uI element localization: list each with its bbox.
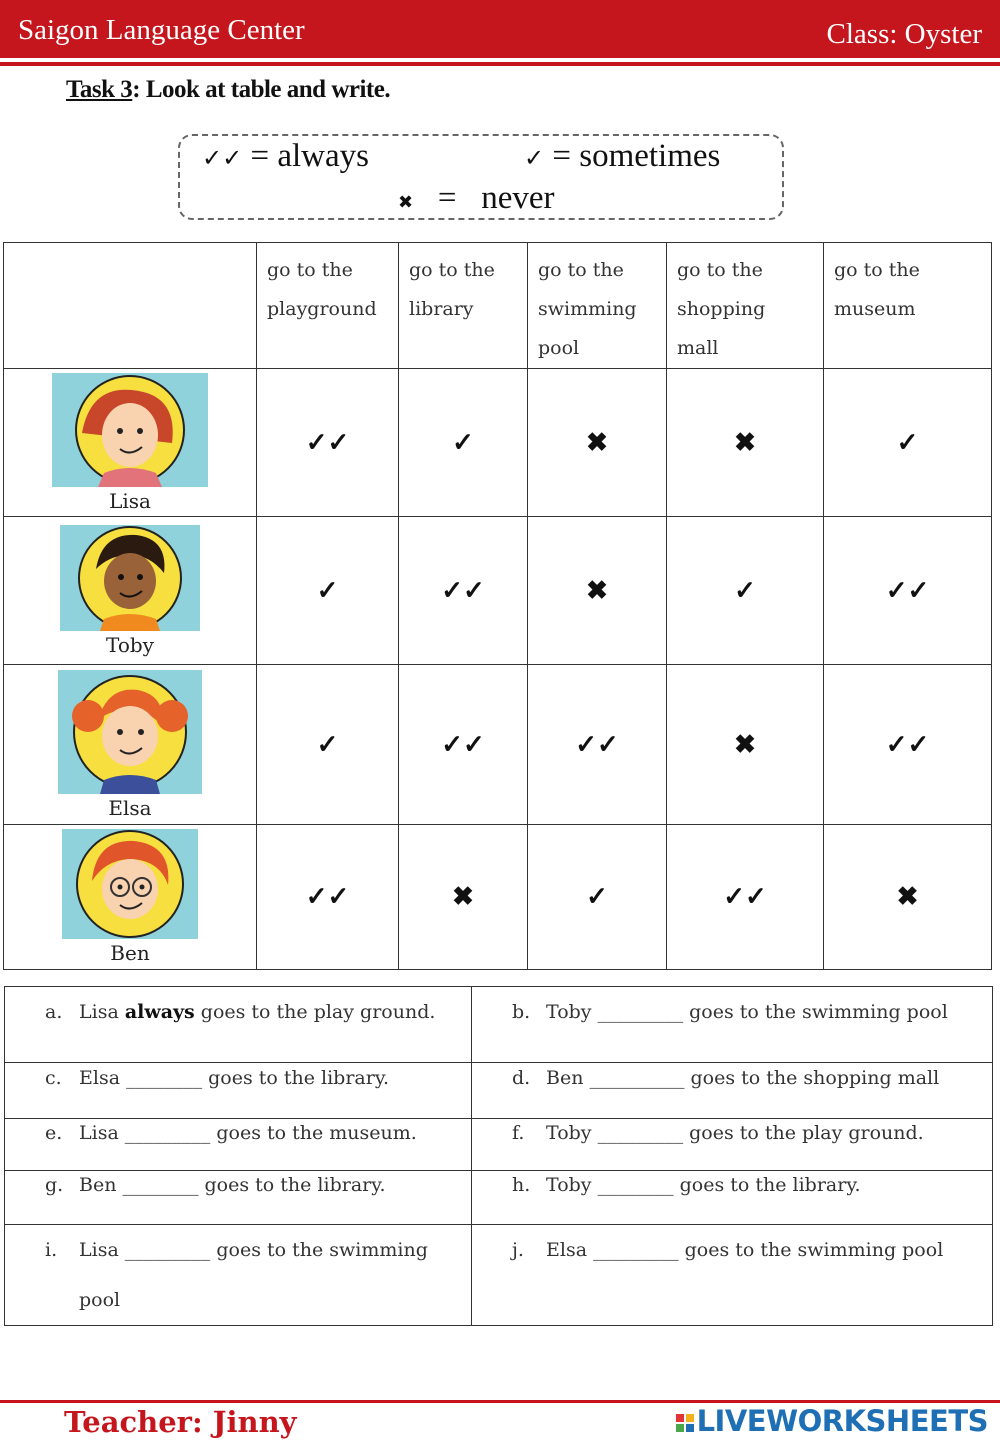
column-header: go to the museum xyxy=(824,243,992,369)
answer-text: Toby _________ goes to the play ground. xyxy=(546,1122,924,1144)
answer-text: Elsa _________ goes to the swimming pool xyxy=(546,1239,944,1261)
cross-icon: ✖ xyxy=(398,192,414,213)
mark-cell: ✓ xyxy=(257,665,399,825)
column-header: go to the shopping mall xyxy=(667,243,824,369)
column-header: go to the swimming pool xyxy=(528,243,667,369)
legend-never xyxy=(398,180,555,217)
elsa-portrait xyxy=(58,670,202,794)
item-label: g. xyxy=(45,1174,64,1196)
answer-text: Ben __________ goes to the shopping mall xyxy=(546,1067,940,1089)
mark-cell: ✖ xyxy=(528,517,667,665)
answer-text: Lisa _________ goes to the swimming xyxy=(79,1239,428,1261)
mark-cell: ✓✓ xyxy=(399,665,528,825)
kid-cell-toby xyxy=(4,517,257,665)
check-icon: ✓ xyxy=(524,144,545,172)
answer-text: goes to the play ground. xyxy=(194,1001,436,1023)
answer-cell-j[interactable] xyxy=(472,1225,993,1326)
footer-divider xyxy=(0,1400,1000,1403)
mark-cell: ✓✓ xyxy=(257,825,399,970)
double-check-icon: ✓✓ xyxy=(202,144,243,172)
mark-cell: ✓✓ xyxy=(824,665,992,825)
answer-text: Toby ________ goes to the library. xyxy=(546,1174,861,1196)
answer-text: pool xyxy=(79,1289,121,1311)
task-number: Task 3 xyxy=(66,76,133,103)
answer-text: Toby _________ goes to the swimming pool xyxy=(546,1001,948,1023)
column-header: go to the playground xyxy=(257,243,399,369)
mark-cell: ✓✓ xyxy=(399,517,528,665)
kid-cell-lisa xyxy=(4,369,257,517)
lisa-portrait xyxy=(52,373,208,487)
item-label: d. xyxy=(512,1067,531,1089)
mark-cell: ✓ xyxy=(667,517,824,665)
legend-always xyxy=(202,138,369,175)
answer-cell-f[interactable] xyxy=(472,1119,993,1171)
answer-row xyxy=(5,1171,993,1225)
school-name: Saigon Language Center xyxy=(18,14,305,46)
legend-sometimes xyxy=(524,138,720,175)
header-divider xyxy=(0,62,1000,66)
legend-always-text: = always xyxy=(250,138,369,174)
task-instruction: : Look at table and write. xyxy=(132,76,391,103)
item-label: e. xyxy=(45,1122,63,1144)
legend-never-text: never xyxy=(481,180,555,216)
answer-text: Elsa ________ goes to the library. xyxy=(79,1067,390,1089)
item-label: f. xyxy=(512,1122,525,1144)
answer-cell-b[interactable] xyxy=(472,987,993,1063)
table-header-row xyxy=(4,243,992,369)
answer-example-word: always xyxy=(124,1001,195,1023)
kid-name: Toby xyxy=(106,632,154,657)
answer-text: Lisa _________ goes to the museum. xyxy=(79,1122,417,1144)
kid-name: Ben xyxy=(110,941,150,965)
class-label: Class: Oyster xyxy=(826,18,982,50)
kid-cell-ben xyxy=(4,825,257,970)
mark-cell: ✓ xyxy=(257,517,399,665)
kid-cell-elsa xyxy=(4,665,257,825)
mark-cell: ✓✓ xyxy=(257,369,399,517)
ben-portrait xyxy=(62,829,198,939)
answer-cell-h[interactable] xyxy=(472,1171,993,1225)
teacher-name: Teacher: Jinny xyxy=(64,1405,297,1439)
mark-cell: ✓✓ xyxy=(667,825,824,970)
column-header: go to the library xyxy=(399,243,528,369)
answer-row xyxy=(5,1063,993,1119)
legend-box xyxy=(178,134,784,220)
answer-row xyxy=(5,987,993,1063)
item-label: i. xyxy=(45,1239,58,1261)
mark-cell: ✓ xyxy=(399,369,528,517)
mark-cell: ✖ xyxy=(667,369,824,517)
corner-cell xyxy=(4,243,257,369)
answer-text: Ben ________ goes to the library. xyxy=(79,1174,386,1196)
answer-cell-g[interactable] xyxy=(5,1171,472,1225)
table-row xyxy=(4,369,992,517)
mark-cell: ✓ xyxy=(528,825,667,970)
answer-row xyxy=(5,1225,993,1326)
item-label: c. xyxy=(45,1067,62,1089)
mark-cell: ✖ xyxy=(824,825,992,970)
mark-cell: ✓ xyxy=(824,369,992,517)
table-row xyxy=(4,665,992,825)
item-label: j. xyxy=(512,1239,524,1261)
mark-cell: ✓✓ xyxy=(824,517,992,665)
legend-never-equals: = xyxy=(437,180,457,216)
answer-cell-i[interactable] xyxy=(5,1225,472,1326)
mark-cell: ✓✓ xyxy=(528,665,667,825)
answer-cell-c[interactable] xyxy=(5,1063,472,1119)
table-row xyxy=(4,825,992,970)
toby-portrait xyxy=(60,525,200,631)
activity-table xyxy=(3,242,992,970)
table-row xyxy=(4,517,992,665)
item-label: b. xyxy=(512,1001,531,1023)
answer-row xyxy=(5,1119,993,1171)
task-title xyxy=(66,76,390,104)
legend-sometimes-text: = sometimes xyxy=(552,138,721,174)
answers-table xyxy=(4,986,993,1326)
mark-cell: ✖ xyxy=(667,665,824,825)
answer-cell-e[interactable] xyxy=(5,1119,472,1171)
item-label: h. xyxy=(512,1174,531,1196)
answer-cell-a xyxy=(5,987,472,1063)
answer-cell-d[interactable] xyxy=(472,1063,993,1119)
item-label: a. xyxy=(45,1001,63,1023)
mark-cell: ✖ xyxy=(528,369,667,517)
header-bar xyxy=(0,0,1000,58)
liveworksheets-logo[interactable] xyxy=(675,1404,988,1438)
brand-name: LIVEWORKSHEETS xyxy=(696,1404,988,1438)
mark-cell: ✖ xyxy=(399,825,528,970)
kid-name: Elsa xyxy=(108,795,152,820)
kid-name: Lisa xyxy=(109,488,151,513)
logo-tiles-icon xyxy=(675,1413,697,1433)
answer-text: Lisa xyxy=(79,1001,125,1023)
